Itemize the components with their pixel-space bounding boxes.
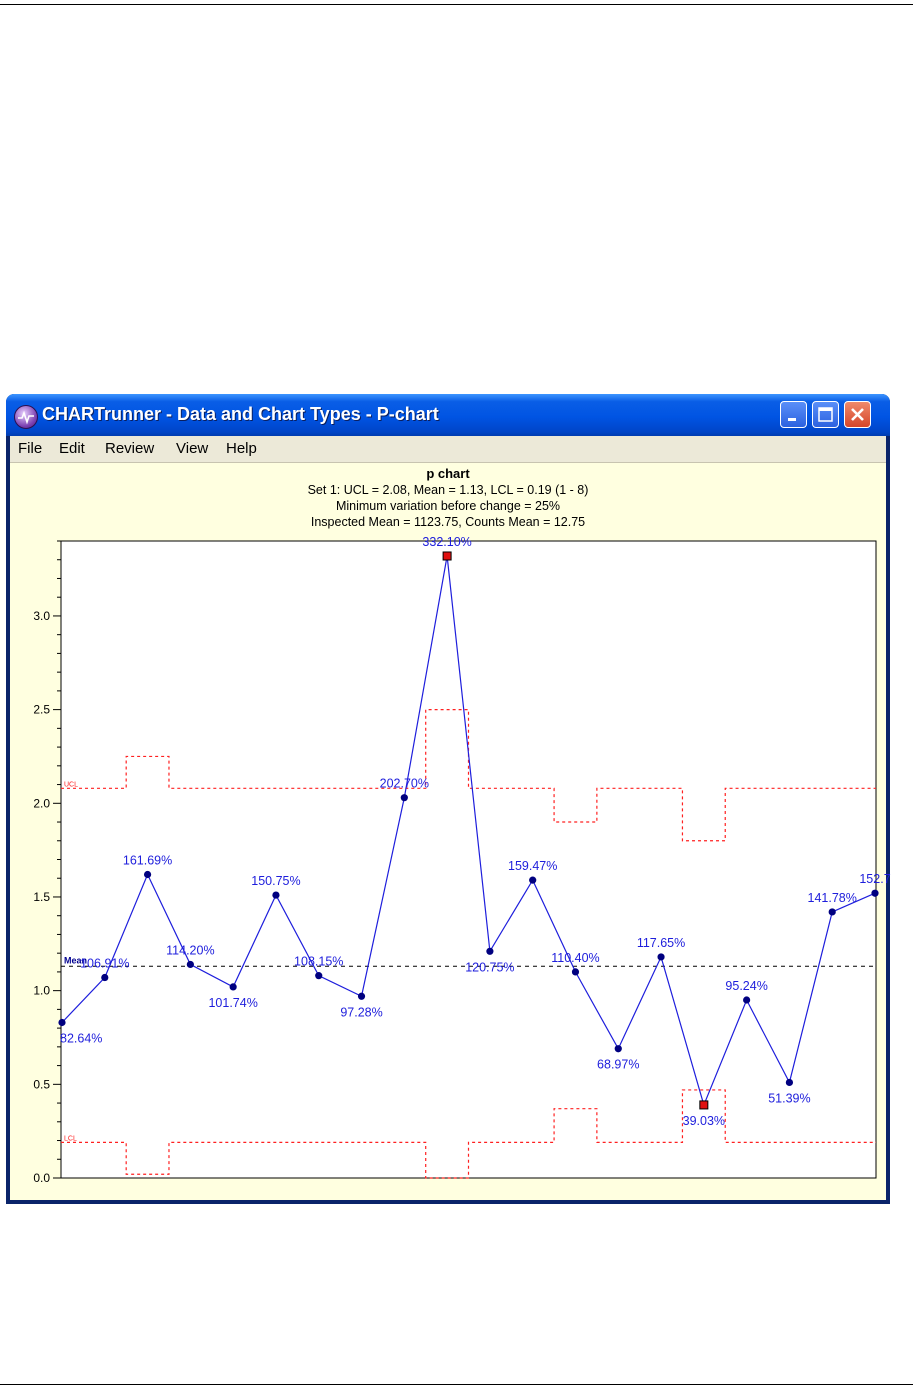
- data-point: [272, 891, 279, 898]
- data-point: [615, 1045, 622, 1052]
- y-tick-label: 2.0: [33, 796, 50, 811]
- data-point: [144, 871, 151, 878]
- chart-subtitle-1: Set 1: UCL = 2.08, Mean = 1.13, LCL = 0.19 (1 - 8): [307, 483, 589, 497]
- data-label: 108.15%: [294, 954, 344, 969]
- data-point: [315, 972, 322, 979]
- menu-edit[interactable]: Edit: [59, 440, 85, 457]
- menu-file[interactable]: File: [18, 440, 43, 457]
- menu-help[interactable]: Help: [226, 440, 257, 457]
- data-label: 101.74%: [208, 995, 258, 1010]
- data-point: [230, 983, 237, 990]
- chart-title: p chart: [426, 466, 470, 481]
- data-point: [829, 908, 836, 915]
- menu-view[interactable]: View: [176, 440, 209, 457]
- page-header-rule: [0, 4, 913, 5]
- data-label: 106.91%: [80, 956, 130, 971]
- maximize-button[interactable]: [812, 401, 839, 428]
- y-tick-label: 1.0: [33, 983, 50, 998]
- data-label: 161.69%: [122, 853, 173, 868]
- data-label: 150.75%: [251, 874, 301, 889]
- window-title: CHARTrunner - Data and Chart Types - P-chart: [42, 404, 439, 424]
- data-point-alarm: [700, 1101, 708, 1109]
- menu-review[interactable]: Review: [105, 440, 155, 457]
- data-point: [657, 953, 664, 960]
- minimize-button[interactable]: [780, 401, 807, 428]
- data-label: 152.7: [859, 872, 891, 887]
- data-label: 114.20%: [166, 943, 215, 958]
- y-tick-label: 0.5: [33, 1077, 50, 1092]
- data-point: [871, 890, 878, 897]
- data-label: 332.10%: [422, 534, 472, 549]
- data-label: 117.65%: [636, 935, 686, 950]
- data-label: 97.28%: [340, 1005, 383, 1020]
- y-tick-label: 3.0: [33, 608, 50, 623]
- y-tick-label: 0.0: [33, 1171, 50, 1185]
- data-point: [187, 961, 194, 968]
- page-footer-rule: [0, 1384, 913, 1385]
- data-label: 82.64%: [60, 1031, 103, 1046]
- data-point: [786, 1079, 793, 1086]
- mean-label: Mean: [64, 955, 88, 966]
- data-label: 95.24%: [725, 979, 768, 994]
- chart-area: [10, 463, 891, 1200]
- data-point: [743, 996, 750, 1003]
- y-tick-label: 2.5: [33, 702, 50, 717]
- data-label: 51.39%: [768, 1091, 811, 1106]
- data-label: 110.40%: [551, 950, 600, 965]
- data-point: [572, 968, 579, 975]
- data-label: 159.47%: [508, 859, 558, 874]
- data-point-alarm: [443, 552, 451, 560]
- menu-bar: [10, 436, 886, 463]
- client-area: [10, 436, 891, 1200]
- ucl-label: UCL: [64, 781, 79, 789]
- lcl-label: LCL: [64, 1135, 77, 1143]
- data-point: [529, 877, 536, 884]
- data-label: 141.78%: [807, 890, 857, 905]
- app-icon: [14, 405, 38, 429]
- title-bar[interactable]: [6, 394, 890, 436]
- plot-area: [61, 541, 876, 1178]
- data-point: [58, 1019, 65, 1026]
- data-point: [358, 993, 365, 1000]
- data-label: 202.70%: [379, 776, 429, 791]
- close-button[interactable]: [844, 401, 871, 428]
- data-point: [101, 974, 108, 981]
- data-label: 68.97%: [597, 1057, 640, 1072]
- p-chart: [10, 463, 891, 1200]
- chart-subtitle-3: Inspected Mean = 1123.75, Counts Mean = 12.75: [310, 515, 586, 529]
- data-label: 120.75%: [465, 960, 515, 975]
- y-tick-label: 1.5: [33, 889, 50, 904]
- chart-subtitle-2: Minimum variation before change = 25%: [335, 499, 561, 513]
- app-window: [6, 394, 890, 1204]
- data-point: [401, 794, 408, 801]
- data-label: 39.03%: [682, 1113, 726, 1128]
- data-point: [486, 948, 493, 955]
